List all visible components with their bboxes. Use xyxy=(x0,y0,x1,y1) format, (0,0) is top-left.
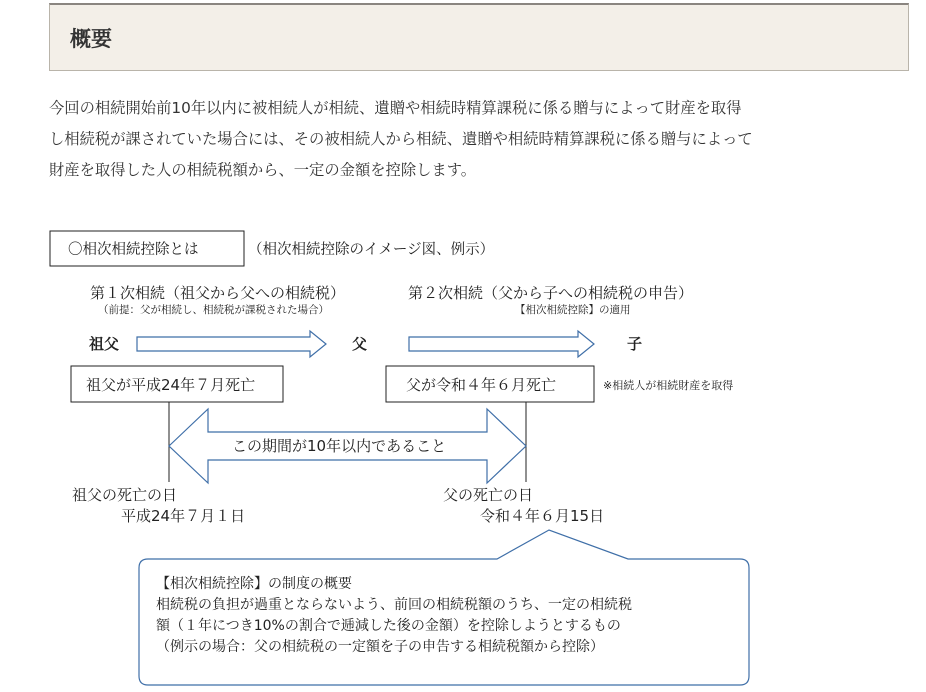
arrow-grandfather-to-father xyxy=(137,331,326,357)
first-inheritance-note: （前提：父が相続し、相続税が課税された場合） xyxy=(98,304,329,316)
heir-note: ※相続人が相続財産を取得 xyxy=(603,379,734,392)
arrow-father-to-child xyxy=(409,331,594,357)
intro-line-3: 財産を取得した人の相続税額から、一定の金額を控除します。 xyxy=(49,161,477,179)
period-note: この期間が10年以内であること xyxy=(232,437,447,455)
grandfather-death-day-label: 祖父の死亡の日 xyxy=(72,486,178,504)
child-label: 子 xyxy=(627,335,643,353)
grandfather-death-text: 祖父が平成24年７月死亡 xyxy=(86,376,256,394)
first-inheritance-label: 第１次相続（祖父から父への相続税） xyxy=(90,284,346,302)
concept-box-label: 〇相次相続控除とは xyxy=(68,242,199,258)
callout-line-3: （例示の場合：父の相続税の一定額を子の申告する相続税額から控除） xyxy=(156,639,604,655)
father-death-day-label: 父の死亡の日 xyxy=(443,486,534,504)
concept-box-caption: （相次相続控除のイメージ図、例示） xyxy=(248,242,495,258)
section-title: 概要 xyxy=(70,27,112,51)
callout-line-1: 相続税の負担が過重とならないよう、前回の相続税額のうち、一定の相続税 xyxy=(156,597,632,613)
callout-line-2: 額（１年につき10%の割合で逓減した後の金額）を控除しようとするもの xyxy=(156,618,621,634)
intro-line-1: 今回の相続開始前10年以内に被相続人が相続、遺贈や相続時精算課税に係る贈与によって財産を取得 xyxy=(49,99,742,117)
grandfather-label: 祖父 xyxy=(89,335,120,353)
second-inheritance-note: 【相次相続控除】の適用 xyxy=(515,304,631,316)
father-death-text: 父が令和４年６月死亡 xyxy=(406,376,557,394)
father-label: 父 xyxy=(352,335,368,353)
intro-line-2: し相続税が課されていた場合には、その被相続人から相続、遺贈や相続時精算課税に係る贈与によって xyxy=(49,130,753,148)
callout-title: 【相次相続控除】の制度の概要 xyxy=(156,576,352,592)
father-death-day-date: 令和４年６月15日 xyxy=(480,507,605,525)
grandfather-death-day-date: 平成24年７月１日 xyxy=(121,507,246,525)
second-inheritance-label: 第２次相続（父から子への相続税の申告） xyxy=(408,284,694,302)
